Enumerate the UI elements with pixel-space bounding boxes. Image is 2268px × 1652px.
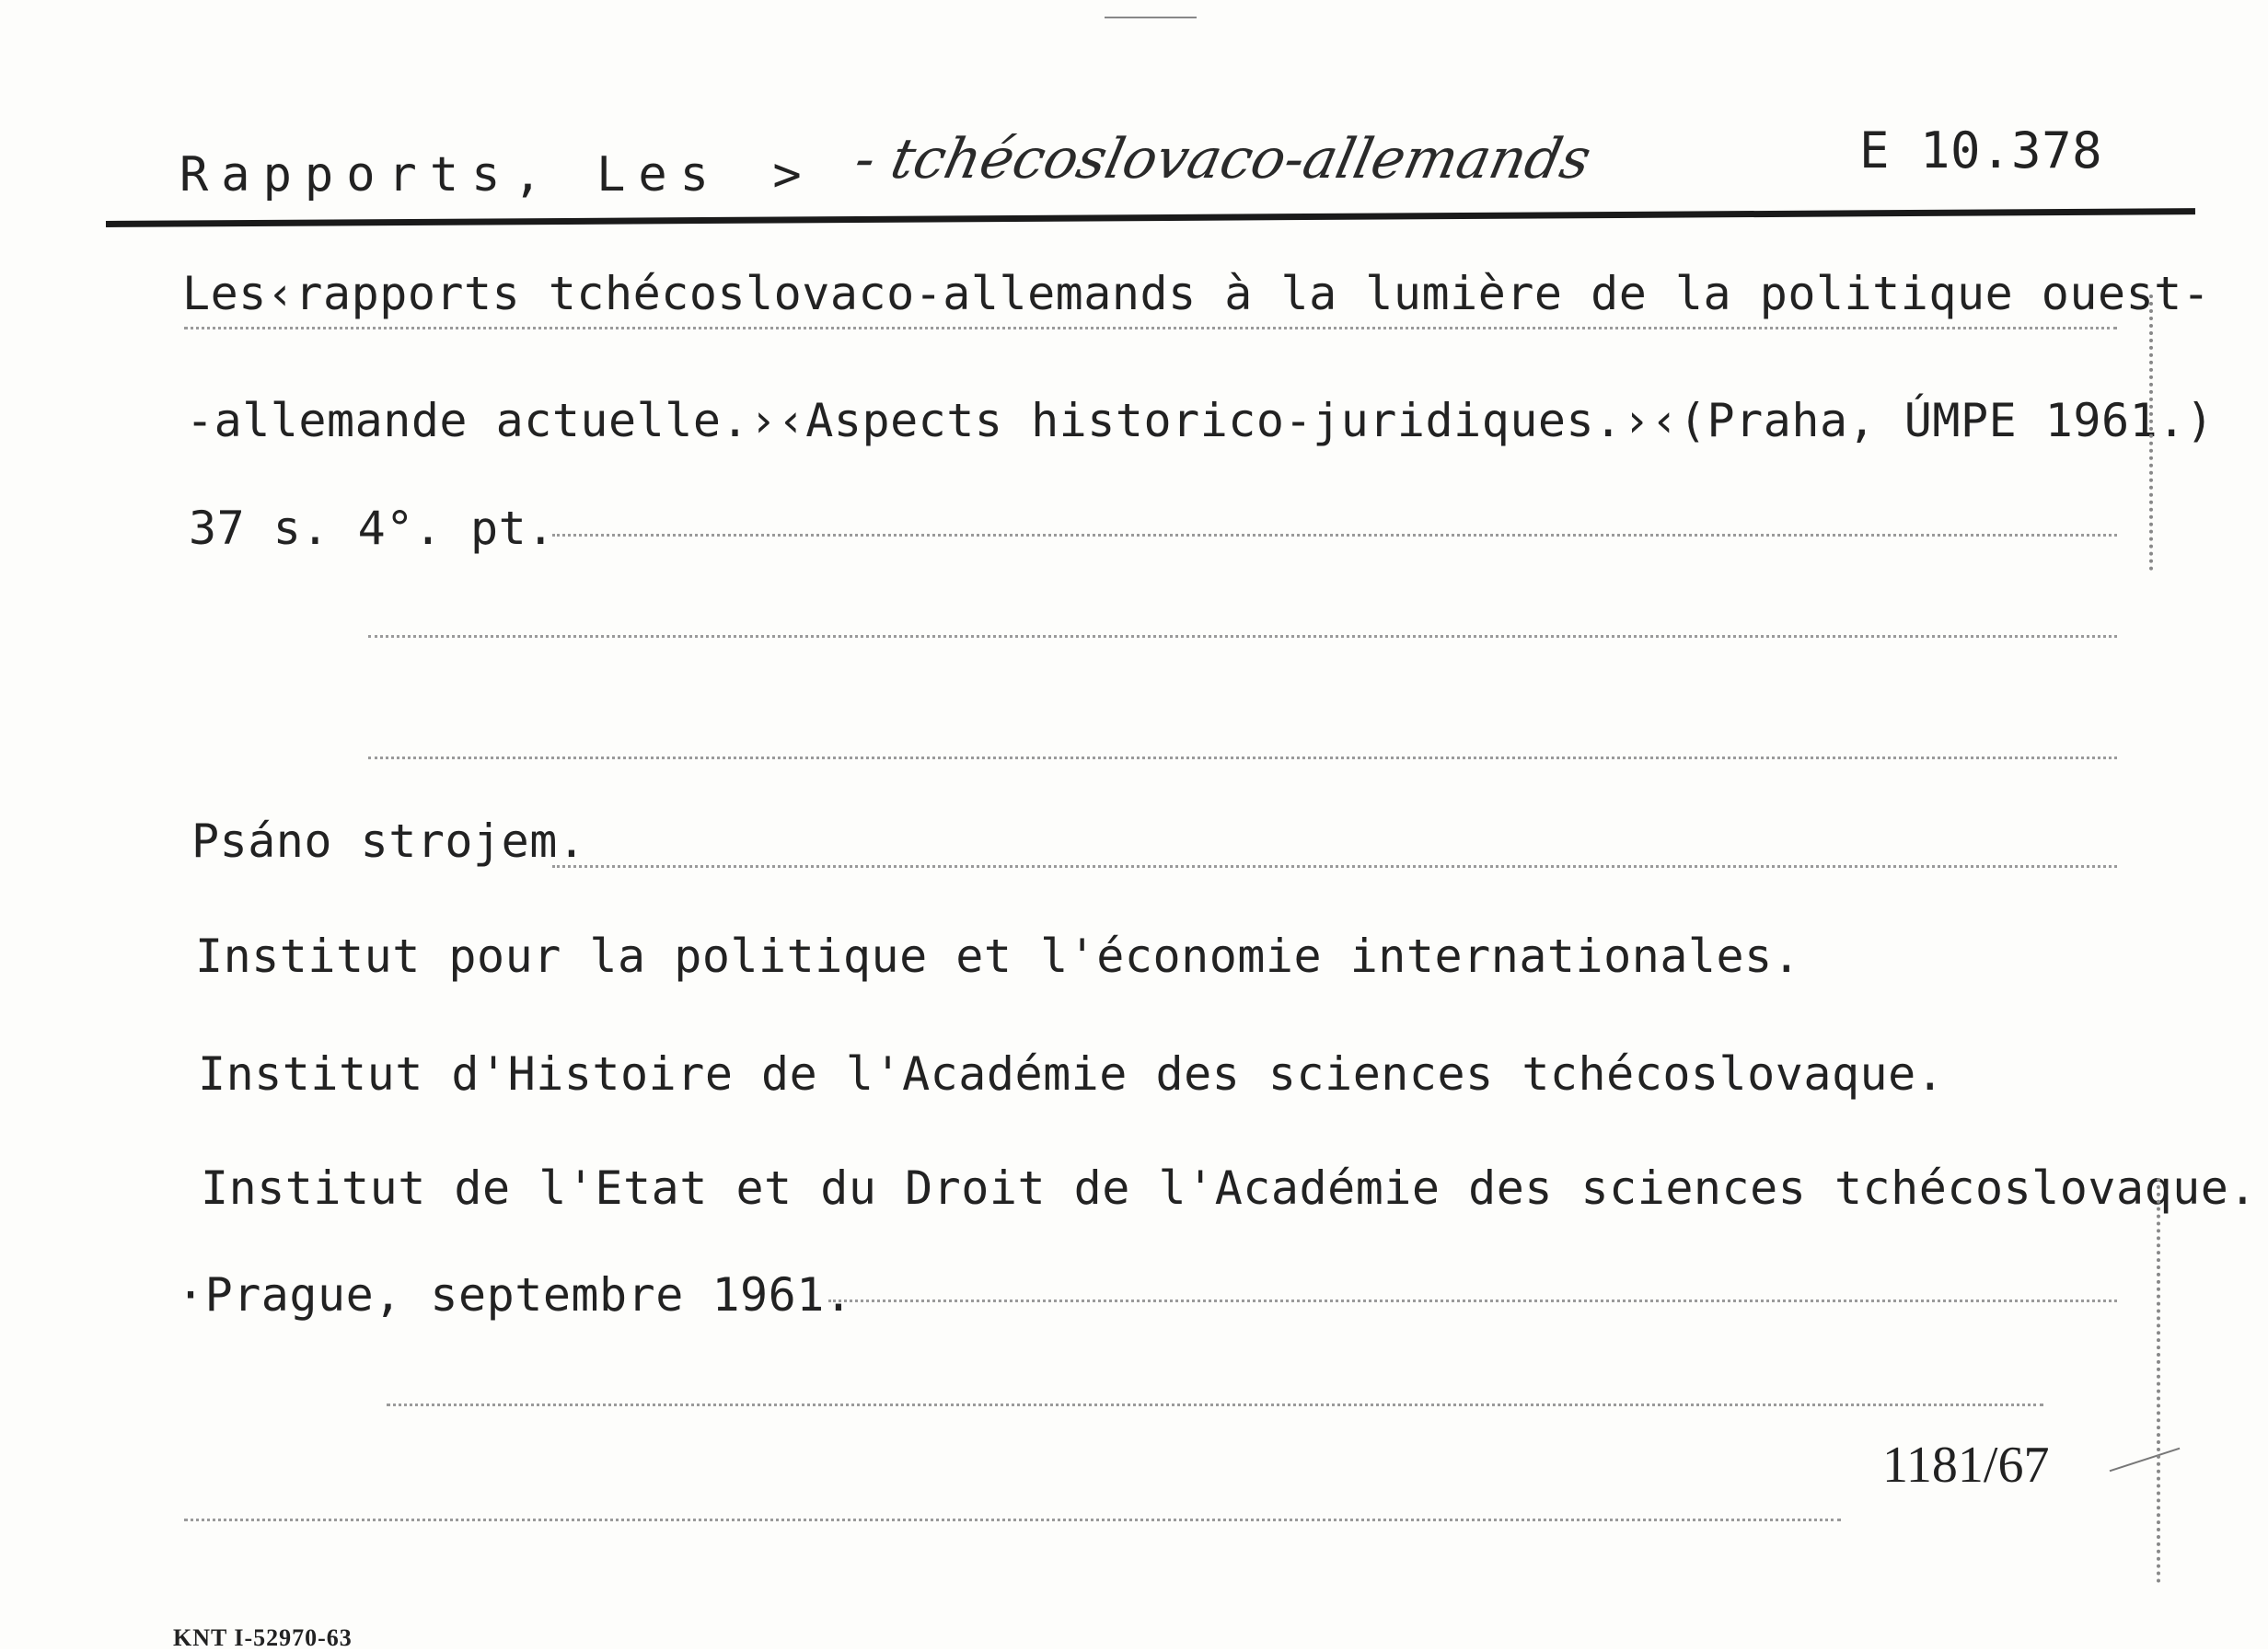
dotted-rule — [828, 1300, 2117, 1302]
institution-2: Institut d'Histoire de l'Académie des sciences tchécoslovaque. — [198, 1047, 1945, 1101]
handwritten-heading: - tchécoslovaco-allemands — [849, 127, 1597, 191]
right-margin-dots — [2157, 1178, 2160, 1583]
typed-note: Psáno strojem. — [191, 814, 586, 868]
institution-1: Institut pour la politique et l'économie internationales. — [195, 930, 1801, 983]
card-heading — [179, 147, 802, 202]
top-mark — [1105, 17, 1197, 18]
heading-text: Rapports, Les — [179, 147, 722, 202]
dotted-rule — [368, 757, 2117, 759]
institution-3: Institut de l'Etat et du Droit de l'Académie des sciences tchécoslovaque. — [201, 1161, 2257, 1215]
collation-line: 37 s. 4°. pt. — [189, 502, 555, 555]
heading-rule — [106, 208, 2195, 227]
right-margin-dots — [2149, 295, 2153, 571]
dotted-rule — [368, 635, 2117, 638]
title-line-2: -allemande actuelle.›‹Aspects historico-juridiques.›‹(Praha, ÚMPE 1961.) — [186, 394, 2215, 447]
dotted-rule — [184, 327, 2117, 329]
title-line-1: Les‹rapports tchécoslovaco-allemands à la lumière de la politique ouest- — [182, 267, 2211, 320]
dotted-rule — [184, 1519, 1841, 1521]
note-stroke — [2110, 1448, 2181, 1473]
place-date: ·Prague, septembre 1961. — [177, 1268, 853, 1322]
accession-number: 1181/67 — [1882, 1437, 2050, 1494]
dotted-rule — [552, 865, 2117, 868]
call-number: E 10.378 — [1859, 121, 2103, 179]
print-code: KNT I-52970-63 — [173, 1624, 353, 1651]
dotted-rule — [387, 1404, 2043, 1406]
heading-mark: > — [772, 147, 802, 202]
dotted-rule — [552, 534, 2117, 537]
